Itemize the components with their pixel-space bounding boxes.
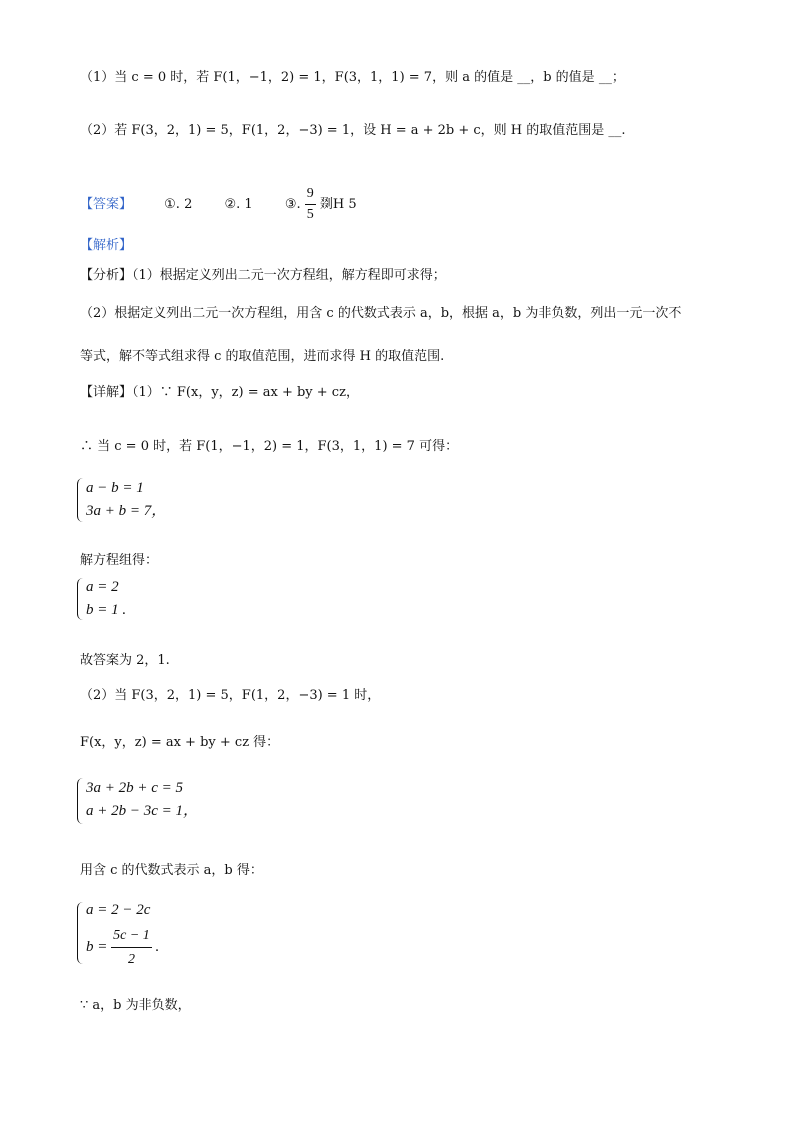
brace-system-1 — [77, 478, 83, 522]
fenxi-line-2: （2）根据定义列出二元一次方程组，用含 c 的代数式表示 a，b，根据 a，b 为非负数，列出一元一次不 — [80, 306, 682, 321]
answer-2: ②. 1 — [224, 197, 253, 212]
answer-row — [80, 184, 357, 225]
xiangjie-line-2: ∴ 当 c = 0 时，若 F(1，−1，2) = 1，F(3，1，1) = 7 可得： — [80, 439, 459, 454]
fenxi-line-3: 等式，解不等式组求得 c 的取值范围，进而求得 H 的取值范围. — [80, 349, 445, 364]
brace-system-3 — [77, 778, 83, 824]
system-4-eq-2 — [86, 924, 159, 971]
part-2-line-2: F(x，y，z) = ax + by + cz 得： — [80, 735, 280, 750]
answer-3-rest: 剟H 5 — [319, 197, 357, 212]
system-3-eq-1: 3a + 2b + c = 5 — [86, 780, 184, 796]
system-4-numerator: 5c − 1 — [111, 924, 152, 948]
system-2-eq-2: b = 1 . — [86, 602, 127, 618]
answer-1: ①. 2 — [164, 197, 193, 212]
answer-3-fraction — [305, 184, 316, 225]
system-4-eq-2-left: b = — [86, 938, 108, 955]
analysis-title: 【解析】 — [80, 238, 133, 253]
system-4-denominator: 2 — [127, 952, 135, 967]
xiangjie-line-1: 【详解】（1）∵ F(x，y，z) = ax + by + cz， — [80, 385, 359, 400]
system-4-fraction — [111, 924, 152, 971]
answer-3-denominator: 5 — [306, 207, 314, 222]
brace-system-4 — [77, 902, 83, 964]
answer-line: 故答案为 2，1. — [80, 653, 170, 668]
express-text: 用含 c 的代数式表示 a，b 得： — [80, 863, 263, 878]
solve-text: 解方程组得： — [80, 553, 159, 568]
brace-system-2 — [77, 578, 83, 620]
answer-3-prefix: ③. — [284, 197, 301, 212]
question-part-1: （1）当 c = 0 时，若 F(1，−1，2) = 1，F(3，1，1) = 7，则 a 的值是 __，b 的值是 __； — [80, 70, 625, 85]
nonnegative-line: ∵ a，b 为非负数， — [80, 998, 191, 1013]
fenxi-line-1: 【分析】（1）根据定义列出二元一次方程组，解方程即可求得； — [80, 268, 446, 283]
system-2-eq-1: a = 2 — [86, 579, 119, 595]
equation-system-1 — [86, 477, 166, 523]
equation-system-4 — [86, 899, 159, 971]
equation-system-3 — [86, 777, 198, 823]
answer-3-numerator: 9 — [305, 184, 316, 205]
system-3-eq-2: a + 2b − 3c = 1， — [86, 803, 199, 819]
system-4-end: . — [155, 938, 160, 955]
equation-system-2 — [86, 576, 126, 622]
question-part-2: （2）若 F(3，2，1) = 5，F(1，2，−3) = 1，设 H = a + 2b + c，则 H 的取值范围是 __. — [80, 123, 626, 138]
system-1-eq-1: a − b = 1 — [86, 480, 144, 496]
answer-label: 【答案】 — [80, 197, 133, 212]
system-1-eq-2: 3a + b = 7， — [86, 503, 167, 519]
part-2-line-1: （2）当 F(3，2，1) = 5，F(1，2，−3) = 1 时， — [80, 688, 381, 703]
system-4-eq-1: a = 2 − 2c — [86, 902, 151, 918]
